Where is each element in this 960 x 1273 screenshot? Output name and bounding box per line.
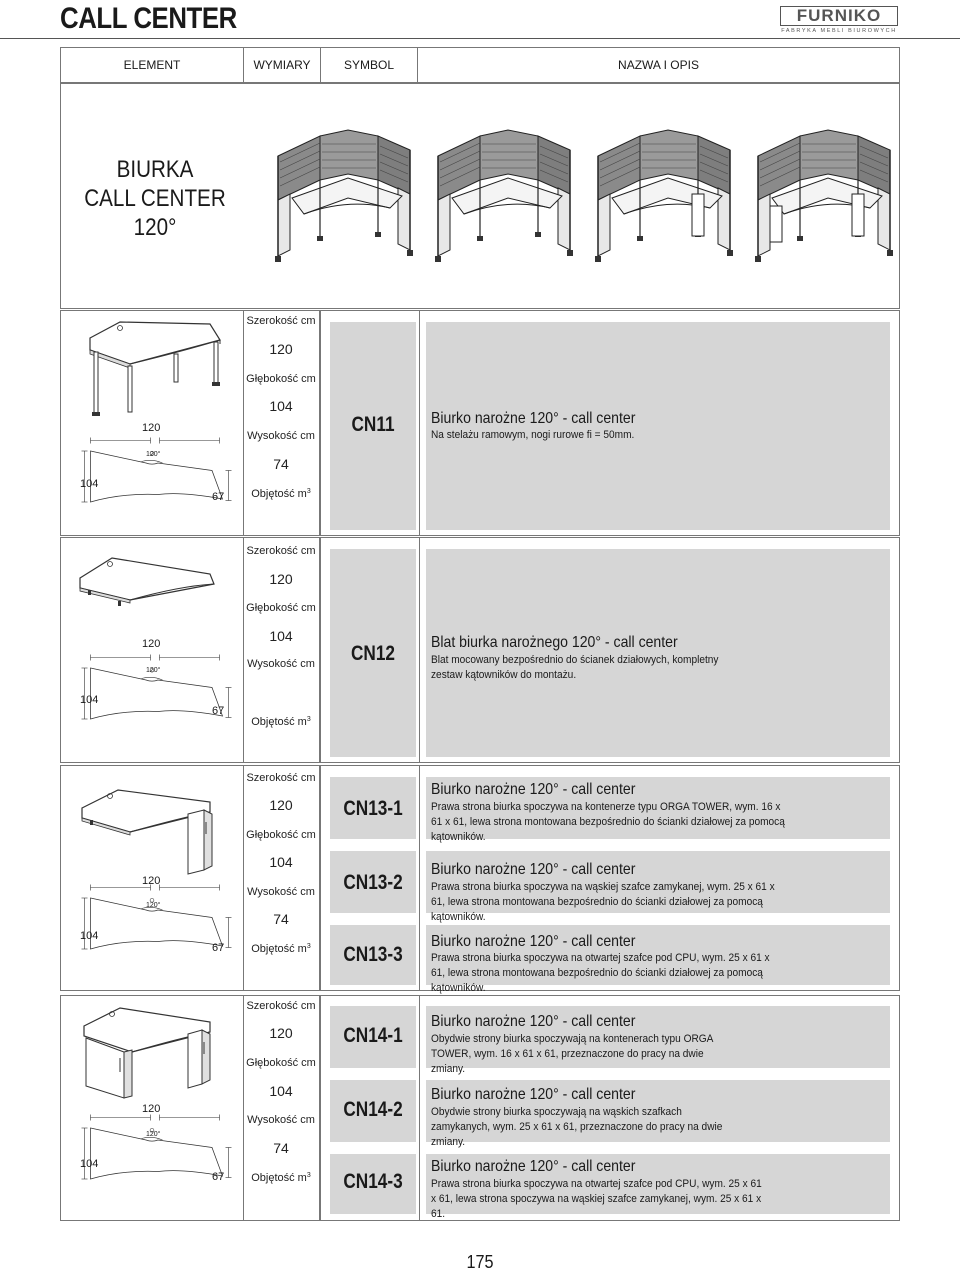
product-title: Biurko narożne 120° - call center <box>431 933 636 950</box>
plan-side-label: 67 <box>212 705 225 717</box>
height-value: 74 <box>273 911 289 927</box>
plan-angle-label: 120° <box>146 667 161 674</box>
page-number: 175 <box>466 1252 494 1272</box>
series-title-line1: BIURKA <box>116 156 194 183</box>
plan-angle-label: 120° <box>146 451 161 458</box>
volume-label: Objętość $m^3$ <box>251 716 311 728</box>
width-value: 120 <box>269 1025 293 1041</box>
volume-label: Objętość $m^3$ <box>251 488 311 500</box>
plan-depth-label: 104 <box>80 1158 99 1170</box>
product-code: CN11 <box>351 413 395 436</box>
height-label: Wysokość cm <box>247 658 315 670</box>
height-label: Wysokość cm <box>247 430 315 442</box>
product-title: Biurko narożne 120° - call center <box>431 1158 636 1175</box>
volume-label: Objętość $m^3$ <box>251 1172 311 1184</box>
depth-value: 104 <box>269 398 293 414</box>
container-sketch <box>770 206 782 242</box>
desk-illustration-cn12 <box>70 550 230 610</box>
width-value: 120 <box>269 797 293 813</box>
desk-illustration-cn11 <box>70 316 250 426</box>
container-sketch <box>852 194 864 236</box>
height-label: Wysokość cm <box>247 886 315 898</box>
product-description: Obydwie strony biurka spoczywają na wąskich szafkach zamykanych, wym. 25 x 61 x 61, przeznaczone do pracy na dwie zmiany. <box>431 1106 723 1148</box>
brand-logo <box>780 6 898 34</box>
depth-value: 104 <box>269 1083 293 1099</box>
depth-label: Głębokość cm <box>246 373 316 385</box>
series-title-line2: CALL CENTER <box>84 185 226 212</box>
product-code: CN14-3 <box>343 1170 403 1193</box>
height-value: 74 <box>273 456 289 472</box>
height-label: Wysokość cm <box>247 1114 315 1126</box>
product-description: Prawa strona biurka spoczywa na wąskiej szafce zamykanej, wym. 25 x 61 x 61, lewa strona montowana bezpośrednio do ścianki działowej za pomocą kątowników. <box>431 881 775 923</box>
cubicle-cn12 <box>435 130 573 262</box>
product-code: CN13-1 <box>343 797 403 820</box>
depth-label: Głębokość cm <box>246 1057 316 1069</box>
cubicle-cn13 <box>595 130 733 262</box>
product-description: Blat mocowany bezpośrednio do ścianek działowych, kompletny zestaw kątowników do montażu. <box>431 654 719 681</box>
plan-depth-label: 104 <box>80 694 99 706</box>
volume-label: Objętość $m^3$ <box>251 943 311 955</box>
product-title: Biurko narożne 120° - call center <box>431 410 636 427</box>
plan-width-label: 120 <box>142 1103 161 1115</box>
column-element: ELEMENT <box>123 58 181 72</box>
series-title <box>73 155 236 242</box>
depth-label: Głębokość cm <box>246 602 316 614</box>
desk-illustration-cn14 <box>70 1002 230 1102</box>
product-code: CN13-2 <box>343 871 403 894</box>
plan-side-label: 67 <box>212 942 225 954</box>
desk-illustration-cn13 <box>70 778 230 878</box>
product-title: Biurko narożne 120° - call center <box>431 781 636 798</box>
page-title: CALL CENTER <box>60 2 237 35</box>
width-label: Szerokość cm <box>246 545 316 557</box>
depth-label: Głębokość cm <box>246 829 316 841</box>
width-label: Szerokość cm <box>246 1000 316 1012</box>
column-name-description: NAZWA I OPIS <box>618 58 699 72</box>
series-title-line3: 120° <box>133 214 177 241</box>
column-dimensions: WYMIARY <box>253 58 311 72</box>
width-value: 120 <box>269 571 293 587</box>
product-title: Biurko narożne 120° - call center <box>431 1086 636 1103</box>
product-title: Biurko narożne 120° - call center <box>431 861 636 878</box>
container-sketch <box>692 194 704 236</box>
title-divider <box>0 38 960 39</box>
product-description: Prawa strona biurka spoczywa na otwartej szafce pod CPU, wym. 25 x 61 x 61, lewa strona montowana bezpośrednio do ścianki działowej za pomocą kątowników. <box>431 952 770 994</box>
logo-tagline: FABRYKA MEBLI BIUROWYCH <box>781 28 897 34</box>
desk-plan-cn13 <box>62 875 242 975</box>
product-title: Biurko narożne 120° - call center <box>431 1013 636 1030</box>
product-description: Na stelażu ramowym, nogi rurowe fi = 50mm. <box>431 429 635 441</box>
column-symbol: SYMBOL <box>343 58 394 72</box>
plan-side-label: 67 <box>212 1171 225 1183</box>
column-header-row <box>60 47 900 83</box>
cubicle-cn11 <box>275 130 413 262</box>
plan-width-label: 120 <box>142 638 161 650</box>
width-label: Szerokość cm <box>246 772 316 784</box>
product-description: Obydwie strony biurka spoczywają na kontenerach typu ORGA TOWER, wym. 16 x 61 x 61, przeznaczone do pracy na dwie zmiany. <box>431 1033 713 1075</box>
product-code: CN14-2 <box>343 1098 403 1121</box>
plan-width-label: 120 <box>142 875 161 887</box>
height-value: 74 <box>273 1140 289 1156</box>
product-code: CN14-1 <box>343 1024 403 1047</box>
desk-plan-cn14 <box>62 1105 242 1205</box>
plan-width-label: 120 <box>142 422 161 434</box>
logo-wordmark: FURNIKO <box>780 6 898 26</box>
plan-depth-label: 104 <box>80 930 99 942</box>
plan-side-label: 67 <box>212 491 225 503</box>
depth-value: 104 <box>269 854 293 870</box>
product-description: Prawa strona biurka spoczywa na otwartej szafce pod CPU, wym. 25 x 61 x 61, lewa strona spoczywa na wąskiej szafce zamykanej, wym. 25 x 61 x 61. <box>431 1178 762 1220</box>
plan-angle-label: 120° <box>146 902 161 909</box>
product-title: Blat biurka narożnego 120° - call center <box>431 634 678 651</box>
product-code: CN13-3 <box>343 943 403 966</box>
width-value: 120 <box>269 341 293 357</box>
plan-angle-label: 120° <box>146 1131 161 1138</box>
cubicle-illustrations <box>260 118 900 268</box>
width-label: Szerokość cm <box>246 315 316 327</box>
plan-depth-label: 104 <box>80 478 99 490</box>
product-code: CN12 <box>350 642 396 665</box>
depth-value: 104 <box>269 628 293 644</box>
product-description: Prawa strona biurka spoczywa na kontenerze typu ORGA TOWER, wym. 16 x 61 x 61, lewa strona montowana bezpośrednio do ścianki działowej za pomocą kątowników. <box>431 801 785 843</box>
